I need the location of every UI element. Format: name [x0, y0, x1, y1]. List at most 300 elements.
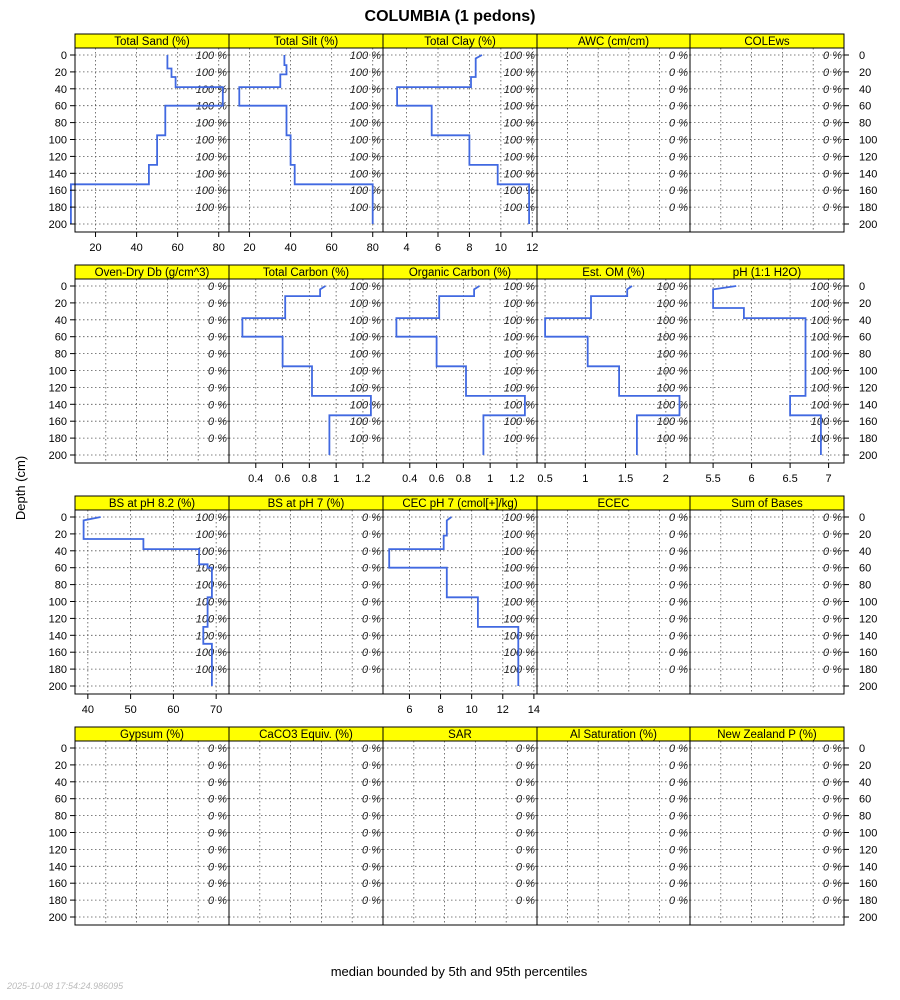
y-tick-label-right: 0: [859, 512, 866, 524]
y-tick-label-left: 20: [54, 297, 67, 310]
percent-label: 0 %: [669, 895, 688, 908]
panel-7: [229, 265, 383, 485]
percent-label: 0 %: [823, 151, 842, 164]
percent-label: 100 %: [810, 433, 842, 446]
x-tick-label: 1: [582, 473, 589, 485]
percent-label: 0 %: [362, 562, 381, 575]
percent-label: 100 %: [810, 314, 842, 327]
percent-label: 0 %: [823, 66, 842, 79]
percent-label: 0 %: [516, 861, 535, 874]
percent-label: 100 %: [810, 281, 842, 293]
y-tick-label-right: 0: [859, 50, 866, 62]
y-tick-label-right: 160: [859, 878, 878, 891]
x-tick-label: 0.6: [274, 473, 291, 485]
percent-label: 0 %: [208, 844, 227, 857]
percent-label: 100 %: [503, 596, 535, 609]
percent-label: 100 %: [656, 314, 688, 327]
percent-label: 100 %: [195, 630, 227, 643]
y-tick-label-left: 140: [48, 861, 67, 874]
percent-label: 0 %: [823, 545, 842, 558]
percent-label: 0 %: [823, 647, 842, 660]
percent-label: 100 %: [503, 399, 535, 412]
profile-line: [389, 517, 518, 686]
x-tick-label: 40: [81, 704, 94, 716]
timestamp: 2025-10-08 17:54:24.986095: [7, 981, 124, 991]
panel-frame: [75, 279, 229, 463]
percent-label: 100 %: [656, 365, 688, 378]
y-tick-label-right: 20: [859, 297, 872, 310]
y-tick-label-left: 60: [54, 100, 67, 113]
x-tick-label: 40: [284, 242, 297, 254]
x-tick-label: 0.6: [428, 473, 445, 485]
percent-label: 0 %: [362, 844, 381, 857]
y-tick-label-right: 200: [859, 912, 878, 924]
y-tick-label-left: 200: [48, 681, 67, 693]
panel-frame: [537, 48, 690, 232]
percent-label: 0 %: [516, 793, 535, 806]
percent-label: 0 %: [208, 861, 227, 874]
panel-strip-label: Total Carbon (%): [262, 267, 350, 279]
percent-label: 100 %: [503, 433, 535, 446]
percent-label: 0 %: [516, 827, 535, 840]
percent-label: 0 %: [669, 613, 688, 626]
percent-label: 100 %: [349, 314, 381, 327]
percent-label: 0 %: [208, 776, 227, 789]
y-tick-label-left: 0: [60, 743, 67, 755]
percent-label: 100 %: [195, 83, 227, 96]
percent-label: 100 %: [503, 613, 535, 626]
y-tick-label-right: 120: [859, 844, 878, 857]
percent-label: 100 %: [349, 365, 381, 378]
percent-label: 0 %: [208, 399, 227, 412]
y-tick-label-right: 0: [859, 281, 866, 293]
percent-label: 100 %: [810, 365, 842, 378]
x-tick-label: 50: [124, 704, 137, 716]
percent-label: 0 %: [823, 512, 842, 524]
y-tick-label-right: 160: [859, 185, 878, 198]
percent-label: 100 %: [195, 168, 227, 181]
percent-label: 0 %: [208, 281, 227, 293]
percent-label: 0 %: [823, 117, 842, 130]
percent-label: 100 %: [810, 399, 842, 412]
x-tick-label: 0.4: [402, 473, 418, 485]
y-tick-label-left: 120: [48, 844, 67, 857]
y-tick-label-right: 20: [859, 66, 872, 79]
percent-label: 0 %: [362, 793, 381, 806]
percent-label: 0 %: [823, 596, 842, 609]
percent-label: 100 %: [656, 399, 688, 412]
x-tick-label: 2: [662, 473, 669, 485]
percent-label: 0 %: [516, 895, 535, 908]
panel-15: [690, 496, 844, 694]
panel-frame: [229, 741, 383, 925]
percent-label: 100 %: [810, 331, 842, 344]
percent-label: 100 %: [349, 66, 381, 79]
y-axis-row: [49, 743, 878, 924]
percent-label: 0 %: [362, 861, 381, 874]
percent-label: 0 %: [362, 878, 381, 891]
percent-label: 0 %: [823, 743, 842, 755]
x-tick-label: 0.4: [248, 473, 264, 485]
y-tick-label-left: 100: [48, 827, 67, 840]
x-tick-label: 60: [167, 704, 180, 716]
y-tick-label-left: 100: [48, 365, 67, 378]
percent-label: 100 %: [503, 117, 535, 130]
x-tick-label: 5.5: [705, 473, 721, 485]
percent-label: 100 %: [195, 202, 227, 215]
x-tick-label: 0.8: [301, 473, 317, 485]
percent-label: 100 %: [349, 202, 381, 215]
percent-label: 100 %: [503, 50, 535, 62]
y-tick-label-right: 100: [859, 596, 878, 609]
percent-label: 0 %: [669, 168, 688, 181]
percent-label: 0 %: [669, 202, 688, 215]
percent-label: 0 %: [208, 827, 227, 840]
percent-label: 0 %: [823, 878, 842, 891]
percent-label: 0 %: [208, 416, 227, 429]
y-tick-label-left: 140: [48, 399, 67, 412]
percent-label: 0 %: [208, 365, 227, 378]
percent-label: 100 %: [195, 100, 227, 113]
panel-strip-label: Organic Carbon (%): [408, 267, 512, 279]
panel-strip-label: Gypsum (%): [120, 729, 184, 741]
y-tick-label-left: 40: [54, 83, 67, 96]
percent-label: 100 %: [810, 297, 842, 310]
panel-strip-label: BS at pH 7 (%): [267, 498, 345, 510]
panel-10: [690, 265, 844, 485]
percent-label: 100 %: [195, 117, 227, 130]
y-tick-label-left: 100: [48, 596, 67, 609]
y-tick-label-right: 200: [859, 450, 878, 462]
percent-label: 100 %: [656, 281, 688, 293]
percent-label: 100 %: [349, 134, 381, 147]
y-tick-label-right: 160: [859, 416, 878, 429]
y-tick-label-right: 120: [859, 151, 878, 164]
panel-11: [75, 496, 229, 716]
percent-label: 0 %: [823, 202, 842, 215]
panel-strip-label: AWC (cm/cm): [577, 36, 650, 48]
percent-label: 0 %: [669, 151, 688, 164]
y-tick-label-left: 80: [54, 579, 67, 592]
panel-strip-label: Total Silt (%): [273, 36, 339, 48]
percent-label: 100 %: [349, 117, 381, 130]
percent-label: 100 %: [503, 348, 535, 361]
y-tick-label-right: 80: [859, 348, 872, 361]
percent-label: 0 %: [362, 810, 381, 823]
percent-label: 0 %: [362, 596, 381, 609]
y-tick-label-left: 0: [60, 50, 67, 62]
y-tick-label-left: 140: [48, 168, 67, 181]
y-tick-label-right: 160: [859, 647, 878, 660]
percent-label: 0 %: [669, 117, 688, 130]
y-tick-label-left: 100: [48, 134, 67, 147]
y-tick-label-left: 40: [54, 776, 67, 789]
y-tick-label-left: 180: [48, 664, 67, 677]
percent-label: 100 %: [195, 134, 227, 147]
x-tick-label: 60: [171, 242, 184, 254]
percent-label: 0 %: [362, 528, 381, 541]
panel-20: [690, 727, 844, 925]
percent-label: 0 %: [669, 776, 688, 789]
percent-label: 100 %: [503, 365, 535, 378]
percent-label: 100 %: [349, 50, 381, 62]
percent-label: 0 %: [208, 314, 227, 327]
x-tick-label: 4: [403, 242, 410, 254]
percent-label: 0 %: [823, 185, 842, 198]
percent-label: 100 %: [503, 382, 535, 395]
panel-frame: [229, 510, 383, 694]
y-axis-row: [49, 512, 878, 693]
x-tick-label: 10: [494, 242, 507, 254]
x-tick-label: 80: [366, 242, 379, 254]
y-tick-label-left: 200: [48, 912, 67, 924]
percent-label: 100 %: [656, 331, 688, 344]
x-tick-label: 40: [130, 242, 143, 254]
percent-label: 100 %: [349, 399, 381, 412]
x-tick-label: 8: [437, 704, 444, 716]
percent-label: 0 %: [823, 844, 842, 857]
panel-strip-label: COLEws: [744, 36, 790, 48]
percent-label: 0 %: [823, 664, 842, 677]
y-tick-label-right: 180: [859, 202, 878, 215]
percent-label: 0 %: [669, 512, 688, 524]
percent-label: 0 %: [669, 630, 688, 643]
y-tick-label-left: 120: [48, 151, 67, 164]
percent-label: 0 %: [823, 630, 842, 643]
y-tick-label-left: 40: [54, 314, 67, 327]
percent-label: 0 %: [669, 579, 688, 592]
percent-label: 100 %: [503, 528, 535, 541]
percent-label: 0 %: [208, 895, 227, 908]
y-tick-label-left: 80: [54, 348, 67, 361]
percent-label: 0 %: [823, 50, 842, 62]
percent-label: 0 %: [669, 743, 688, 755]
percent-label: 0 %: [208, 433, 227, 446]
y-tick-label-right: 140: [859, 630, 878, 643]
y-tick-label-left: 0: [60, 512, 67, 524]
panel-frame: [75, 741, 229, 925]
y-tick-label-left: 40: [54, 545, 67, 558]
percent-label: 0 %: [362, 630, 381, 643]
percent-label: 100 %: [503, 512, 535, 524]
percent-label: 0 %: [208, 348, 227, 361]
percent-label: 0 %: [362, 545, 381, 558]
percent-label: 0 %: [516, 759, 535, 772]
percent-label: 100 %: [810, 348, 842, 361]
percent-label: 0 %: [669, 810, 688, 823]
percent-label: 100 %: [503, 66, 535, 79]
percent-label: 0 %: [362, 895, 381, 908]
panel-17: [229, 727, 383, 925]
percent-label: 100 %: [195, 596, 227, 609]
percent-label: 0 %: [208, 382, 227, 395]
percent-label: 100 %: [503, 647, 535, 660]
percent-label: 100 %: [656, 416, 688, 429]
panel-4: [537, 34, 690, 232]
percent-label: 100 %: [503, 314, 535, 327]
panel-19: [537, 727, 690, 925]
y-tick-label-right: 20: [859, 528, 872, 541]
percent-label: 0 %: [823, 861, 842, 874]
percent-label: 100 %: [656, 382, 688, 395]
panel-14: [537, 496, 690, 694]
percent-label: 100 %: [503, 202, 535, 215]
percent-label: 100 %: [656, 297, 688, 310]
percent-label: 100 %: [503, 151, 535, 164]
percent-label: 0 %: [516, 878, 535, 891]
percent-label: 0 %: [823, 562, 842, 575]
chart-title: COLUMBIA (1 pedons): [364, 8, 536, 25]
percent-label: 0 %: [516, 743, 535, 755]
percent-label: 0 %: [208, 810, 227, 823]
percent-label: 0 %: [362, 613, 381, 626]
percent-label: 100 %: [503, 281, 535, 293]
percent-label: 0 %: [669, 647, 688, 660]
panel-18: [383, 727, 537, 925]
percent-label: 100 %: [503, 562, 535, 575]
percent-label: 100 %: [349, 83, 381, 96]
y-tick-label-right: 180: [859, 433, 878, 446]
percent-label: 100 %: [195, 50, 227, 62]
panel-16: [75, 727, 229, 925]
percent-label: 100 %: [503, 83, 535, 96]
y-tick-label-left: 200: [48, 219, 67, 231]
percent-label: 0 %: [208, 759, 227, 772]
x-tick-label: 10: [465, 704, 478, 716]
percent-label: 100 %: [656, 433, 688, 446]
percent-label: 0 %: [669, 861, 688, 874]
panel-strip-label: ECEC: [597, 498, 630, 510]
percent-label: 0 %: [823, 810, 842, 823]
y-tick-label-right: 0: [859, 743, 866, 755]
panel-frame: [383, 741, 537, 925]
percent-label: 100 %: [195, 545, 227, 558]
panel-9: [537, 265, 690, 485]
x-tick-label: 6: [434, 242, 442, 254]
y-tick-label-left: 20: [54, 528, 67, 541]
x-tick-label: 6.5: [782, 473, 798, 485]
percent-label: 100 %: [195, 562, 227, 575]
percent-label: 0 %: [516, 810, 535, 823]
percent-label: 100 %: [349, 185, 381, 198]
x-tick-label: 8: [466, 242, 473, 254]
x-tick-label: 7: [825, 473, 832, 485]
percent-label: 0 %: [669, 545, 688, 558]
y-axis-label: Depth (cm): [13, 455, 28, 521]
percent-label: 0 %: [362, 759, 381, 772]
percent-label: 100 %: [503, 185, 535, 198]
x-tick-label: 6: [406, 704, 413, 716]
y-tick-label-right: 200: [859, 219, 878, 231]
percent-label: 100 %: [195, 579, 227, 592]
panel-strip-label: Al Saturation (%): [570, 729, 657, 741]
y-tick-label-right: 100: [859, 365, 878, 378]
y-tick-label-left: 20: [54, 759, 67, 772]
panel-8: [383, 265, 537, 485]
y-tick-label-left: 120: [48, 382, 67, 395]
x-tick-label: 1: [333, 473, 340, 485]
y-tick-label-left: 80: [54, 810, 67, 823]
panel-strip-label: Total Sand (%): [114, 36, 190, 48]
percent-label: 100 %: [349, 281, 381, 293]
y-tick-label-right: 180: [859, 895, 878, 908]
percent-label: 0 %: [362, 579, 381, 592]
y-tick-label-left: 20: [54, 66, 67, 79]
y-tick-label-left: 140: [48, 630, 67, 643]
y-tick-label-right: 40: [859, 314, 872, 327]
y-tick-label-left: 160: [48, 416, 67, 429]
percent-label: 100 %: [349, 348, 381, 361]
percent-label: 0 %: [669, 844, 688, 857]
y-tick-label-right: 100: [859, 134, 878, 147]
x-tick-label: 6: [748, 473, 755, 485]
y-tick-label-left: 160: [48, 647, 67, 660]
y-tick-label-right: 40: [859, 545, 872, 558]
percent-label: 100 %: [810, 382, 842, 395]
x-tick-label: 60: [325, 242, 338, 254]
y-tick-label-left: 0: [60, 281, 67, 293]
y-tick-label-left: 180: [48, 433, 67, 446]
y-tick-label-left: 180: [48, 202, 67, 215]
panel-strip-label: BS at pH 8.2 (%): [108, 498, 196, 510]
y-tick-label-left: 60: [54, 562, 67, 575]
percent-label: 0 %: [669, 185, 688, 198]
y-tick-label-right: 80: [859, 117, 872, 130]
percent-label: 0 %: [669, 66, 688, 79]
panel-frame: [690, 510, 844, 694]
percent-label: 100 %: [503, 134, 535, 147]
percent-label: 0 %: [823, 759, 842, 772]
panel-strip-label: SAR: [448, 729, 472, 741]
percent-label: 100 %: [349, 416, 381, 429]
percent-label: 100 %: [349, 382, 381, 395]
percent-label: 100 %: [349, 151, 381, 164]
percent-label: 0 %: [362, 647, 381, 660]
y-tick-label-left: 160: [48, 878, 67, 891]
y-tick-label-right: 60: [859, 562, 872, 575]
percent-label: 0 %: [669, 562, 688, 575]
percent-label: 0 %: [208, 793, 227, 806]
percent-label: 0 %: [362, 827, 381, 840]
percent-label: 0 %: [823, 776, 842, 789]
percent-label: 100 %: [195, 664, 227, 677]
y-tick-label-right: 140: [859, 861, 878, 874]
percent-label: 0 %: [823, 895, 842, 908]
panel-strip-label: New Zealand P (%): [717, 729, 817, 741]
percent-label: 100 %: [503, 579, 535, 592]
percent-label: 0 %: [362, 664, 381, 677]
percent-label: 0 %: [823, 793, 842, 806]
percent-label: 0 %: [823, 168, 842, 181]
panel-strip-label: CaCO3 Equiv. (%): [259, 729, 353, 741]
percent-label: 0 %: [823, 579, 842, 592]
percent-label: 0 %: [362, 743, 381, 755]
percent-label: 0 %: [823, 134, 842, 147]
y-tick-label-left: 60: [54, 793, 67, 806]
x-tick-label: 20: [243, 242, 256, 254]
percent-label: 100 %: [349, 433, 381, 446]
percent-label: 100 %: [195, 66, 227, 79]
percent-label: 0 %: [823, 83, 842, 96]
percent-label: 0 %: [362, 776, 381, 789]
y-tick-label-left: 120: [48, 613, 67, 626]
panel-strip-label: pH (1:1 H2O): [732, 267, 802, 279]
y-tick-label-right: 60: [859, 100, 872, 113]
x-tick-label: 1.2: [509, 473, 525, 485]
y-tick-label-right: 140: [859, 168, 878, 181]
panel-12: [229, 496, 383, 694]
percent-label: 100 %: [503, 100, 535, 113]
